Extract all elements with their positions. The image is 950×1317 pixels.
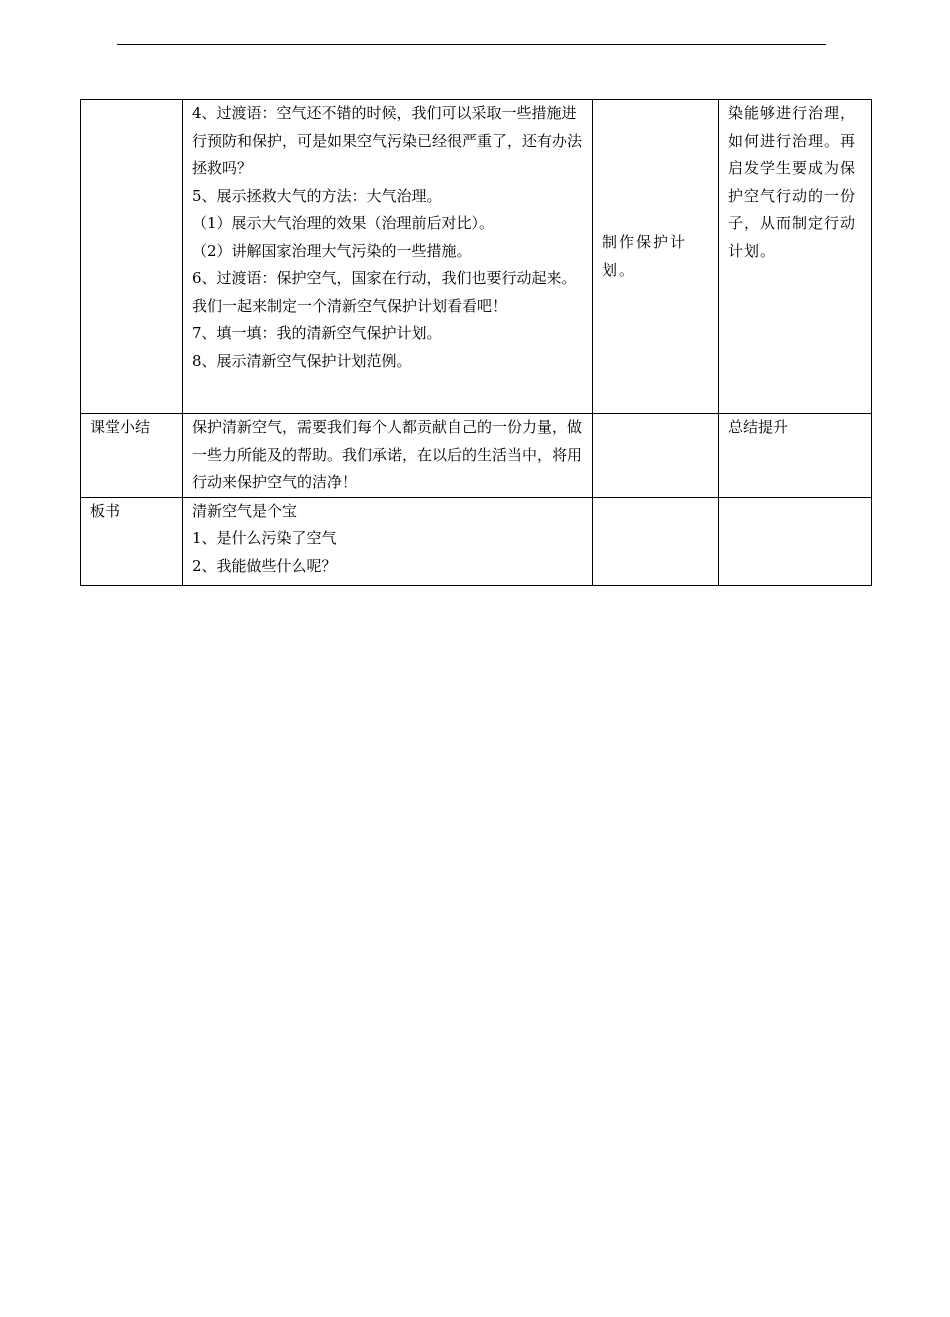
- design-intent-cell: [719, 497, 872, 585]
- header-rule: [117, 44, 826, 45]
- process-step: 8、展示清新空气保护计划范例。: [192, 351, 412, 370]
- row-label-cell: [81, 100, 183, 414]
- board-writing-line: 2、我能做些什么呢？: [192, 556, 337, 575]
- table-row: [81, 497, 872, 585]
- board-writing-line: 清新空气是个宝: [192, 501, 298, 520]
- row-label-cell: 板书: [81, 497, 183, 585]
- student-activity-cell: [593, 100, 719, 414]
- table-row: [81, 100, 872, 414]
- student-activity-cell: [593, 497, 719, 585]
- process-step: （1）展示大气治理的效果（治理前后对比）。: [192, 214, 495, 232]
- process-step: 5、展示拯救大气的方法：大气治理。: [192, 186, 442, 205]
- row-label-cell: 课堂小结: [81, 414, 183, 498]
- design-intent-cell: [719, 100, 872, 414]
- design-intent-cell: 总结提升: [719, 414, 872, 498]
- process-step: 6、过渡语：保护空气，国家在行动，我们也要行动起来。我们一起来制定一个清新空气保护计划看看吧！: [192, 269, 577, 315]
- lesson-plan-table: [80, 99, 872, 586]
- board-writing-line: 1、是什么污染了空气: [192, 529, 337, 547]
- process-step: 4、过渡语：空气还不错的时候，我们可以采取一些措施进行预防和保护，可是如果空气污染已经很严重了，还有办法拯救吗？: [192, 104, 583, 177]
- student-activity-cell: [593, 414, 719, 498]
- teaching-process-cell: [183, 100, 593, 414]
- design-intent-text: 染能够进行治理，如何进行治理。再启发学生要成为保护空气行动的一份子，从而制定行动计划。: [728, 104, 857, 260]
- student-activity-text: 制作保护计划。: [602, 233, 688, 279]
- process-step: 7、填一填：我的清新空气保护计划。: [192, 324, 442, 342]
- board-writing-cell: [183, 497, 593, 585]
- table-row: [81, 414, 872, 498]
- process-step: （2）讲解国家治理大气污染的一些措施。: [192, 241, 472, 260]
- teaching-process-cell: 保护清新空气，需要我们每个人都贡献自己的一份力量，做一些力所能及的帮助。我们承诺，在以后的生活当中，将用行动来保护空气的洁净！: [183, 414, 593, 498]
